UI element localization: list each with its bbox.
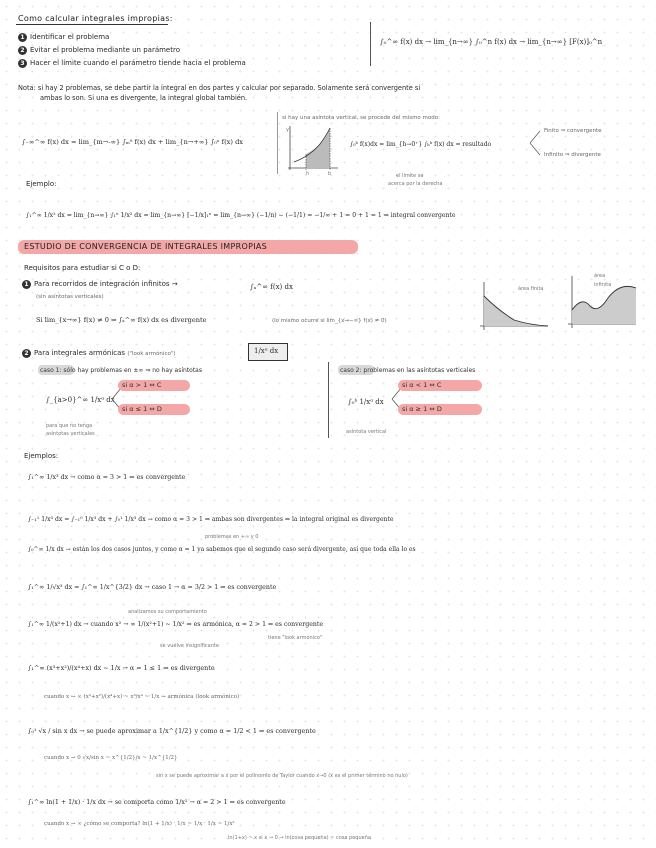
example-label: Ejemplo: [26, 180, 57, 188]
vertical-formula: ∫₀ᵇ f(x)dx = lim_{h→0⁺} ∫ₕᵇ f(x) dx = resultado [350, 141, 492, 148]
limit-label-2: acerca por la derecha [388, 181, 443, 187]
example-8: ∫₁^∞ ln(1 + 1/x) · 1/x dx → se comporta como 1/x² → α = 2 > 1 ⇒ es convergente [28, 799, 286, 806]
req-1-formula: ∫ₐ^∞ f(x) dx [250, 283, 293, 291]
example-4: ∫₁^∞ 1/√x³ dx = ∫₁^∞ 1/x^{3/2} dx → caso 1 → α = 3/2 > 1 ⇒ es convergente [28, 584, 277, 591]
example-7-note: sin x se puede aproximar a x por el polinomio de Taylor cuando x→0 (x es el primer término no nulo) [156, 773, 408, 779]
note-line-1: Nota: si hay 2 problemas, se debe partir la integral en dos partes y calcular por separado. Solamente será convergente si [18, 84, 421, 92]
example-3: ∫₀^∞ 1/x dx → están los dos casos juntos, y como α = 1 ya sabemos que el segundo caso será divergente, así que toda ella lo es [28, 546, 416, 553]
title-underline [16, 24, 168, 25]
case-2-integral: ∫₀ᵇ 1/xᵅ dx [348, 398, 384, 406]
example-5: ∫₁^∞ 1/(x²+1) dx → cuando x² → ∞ 1/(x²+1) ~ 1/x² ⇒ es armónica, α = 2 > 1 ⇒ es convergente [28, 621, 323, 628]
example-6: ∫₁^∞ (x³+x²)/(x⁴+x) dx ~ 1/x → α = 1 ≤ 1 ⇒ es divergente [28, 664, 215, 672]
example-8-note: ln(1+x) ~ x si x → 0 → ln(cosa pequeña) ~ cosa pequeña [228, 835, 371, 841]
example-formula: ∫₁^∞ 1/x² dx = lim_{n→∞} ∫₁ⁿ 1/x² dx = lim_{n→∞} [−1/x]₁ⁿ = lim_{n→∞} (−1/n) − (−1/1) = −1/∞ + 1 = 0 + 1 = 1 ⇒ integral convergente [26, 212, 456, 219]
vertical-asymptote-graph [284, 124, 340, 174]
requisitos: Requisitos para estudiar si C o D: [24, 264, 141, 272]
example-1: ∫₁^∞ 1/x³ dx → como α = 3 > 1 ⇒ es convergente [28, 474, 186, 481]
harmonic-box-text: 1/xᵅ dx [254, 347, 279, 355]
case-1b: si α ≤ 1 ⇔ D [122, 405, 162, 413]
case-1-note-2: asíntotas verticales [46, 431, 95, 437]
req-2: 2 Para integrales armónicas ("look armónico") [22, 349, 176, 359]
step-1: 1 Identificar el problema [18, 33, 109, 42]
case-2b: si α ≥ 1 ⇔ D [402, 405, 442, 413]
section-title: ESTUDIO DE CONVERGENCIA DE INTEGRALES IMPROPIAS [24, 242, 268, 251]
split-formula: ∫₋∞^∞ f(x) dx = lim_{m→-∞} ∫ₘ⁰ f(x) dx + lim_{n→+∞} ∫₀ⁿ f(x) dx [22, 138, 244, 146]
finite-result: Finito ⇒ convergente [544, 128, 602, 134]
infinite-result: Infinito ⇒ divergente [544, 152, 601, 158]
case-1-integral: ∫_{a>0}^∞ 1/xᵅ dx [46, 396, 115, 404]
case-2-note: asíntota vertical [346, 429, 387, 435]
example-8-sub: cuando x → ∞ ¿cómo se comporta? ln(1 + 1/x) · 1/x ~ 1/x · 1/x ~ 1/x² [44, 821, 235, 827]
limit-label-1: el límite se [396, 173, 424, 179]
top-formula: ∫₀^∞ f(x) dx → lim_{n→∞} ∫₀^n f(x) dx → lim_{n→∞} [F(x)]₀^n [380, 38, 603, 46]
case-1a: si α > 1 ⇔ C [122, 381, 162, 389]
case-2: caso 2: problemas en las asíntotas verticales [340, 367, 476, 374]
case-1: caso 1: sólo hay problemas en ±∞ ⇒ no hay asíntotas [40, 367, 202, 374]
example-7: ∫₀¹ √x / sin x dx → se puede aproximar a 1/x^{1/2} y como α = 1/2 < 1 ⇒ es convergente [28, 727, 316, 735]
req-1-note: (lo mismo ocurre si lim_{x→−∞} f(x) ≠ 0) [272, 318, 387, 324]
vertical-note: si hay una asíntota vertical, se procede del mismo modo: [282, 115, 440, 121]
case-1-note-1: para que no tenga [46, 423, 93, 429]
req-1-sub: (sin asíntotas verticales) [36, 294, 104, 300]
case-2a: si α < 1 ⇔ C [402, 381, 442, 389]
req-1-condition: Si lim_{x→∞} f(x) ≠ 0 ⇒ ∫ₐ^∞ f(x) dx es divergente [36, 316, 207, 324]
examples-label: Ejemplos: [24, 452, 59, 460]
top-formula-bar [370, 22, 371, 66]
cases-divider [328, 362, 329, 438]
split-divider [277, 112, 278, 174]
example-7-sub: cuando x → 0 √x/sin x ~ x^{1/2}/x ~ 1/x^{1/2} [44, 755, 178, 761]
step-3: 3 Hacer el límite cuando el parámetro tiende hacia el problema [18, 59, 246, 68]
graph-label-b: b [328, 171, 332, 177]
result-brace [528, 128, 542, 158]
step-2: 2 Evitar el problema mediante un parámetro [18, 46, 180, 55]
example-2: ∫₋₁¹ 1/x³ dx = ∫₋₁⁰ 1/x³ dx + ∫₀¹ 1/x³ dx → como α = 3 > 1 ⇒ ambas son divergentes ⇒ la integral original es divergente [28, 516, 394, 523]
example-6-sub: cuando x → ∞ (x³+x²)/(x⁴+x) ~ x³/x⁴ ~ 1/x → armónica (look armónico) [44, 694, 240, 700]
req-1: 1 Para recorridos de integración infinitos → [22, 280, 178, 289]
note-line-2: ambas lo son. Si una es divergente, la integral global también. [40, 94, 248, 102]
area-finite-label: área finita [518, 286, 544, 292]
example-5-look: tiene "look armónico" [268, 635, 323, 641]
example-5-aux-up: analizamos su comportamiento [128, 609, 207, 615]
example-3-aux: problemas en +∞ y 0 [205, 534, 259, 540]
area-infinite-label: área infinita [594, 273, 612, 288]
example-5-aux-down: se vuelve insignificante [160, 643, 219, 649]
page-title: Como calcular integrales impropias: [18, 14, 173, 23]
graph-label-y: y [286, 127, 289, 133]
graph-label-h: h [306, 171, 310, 177]
